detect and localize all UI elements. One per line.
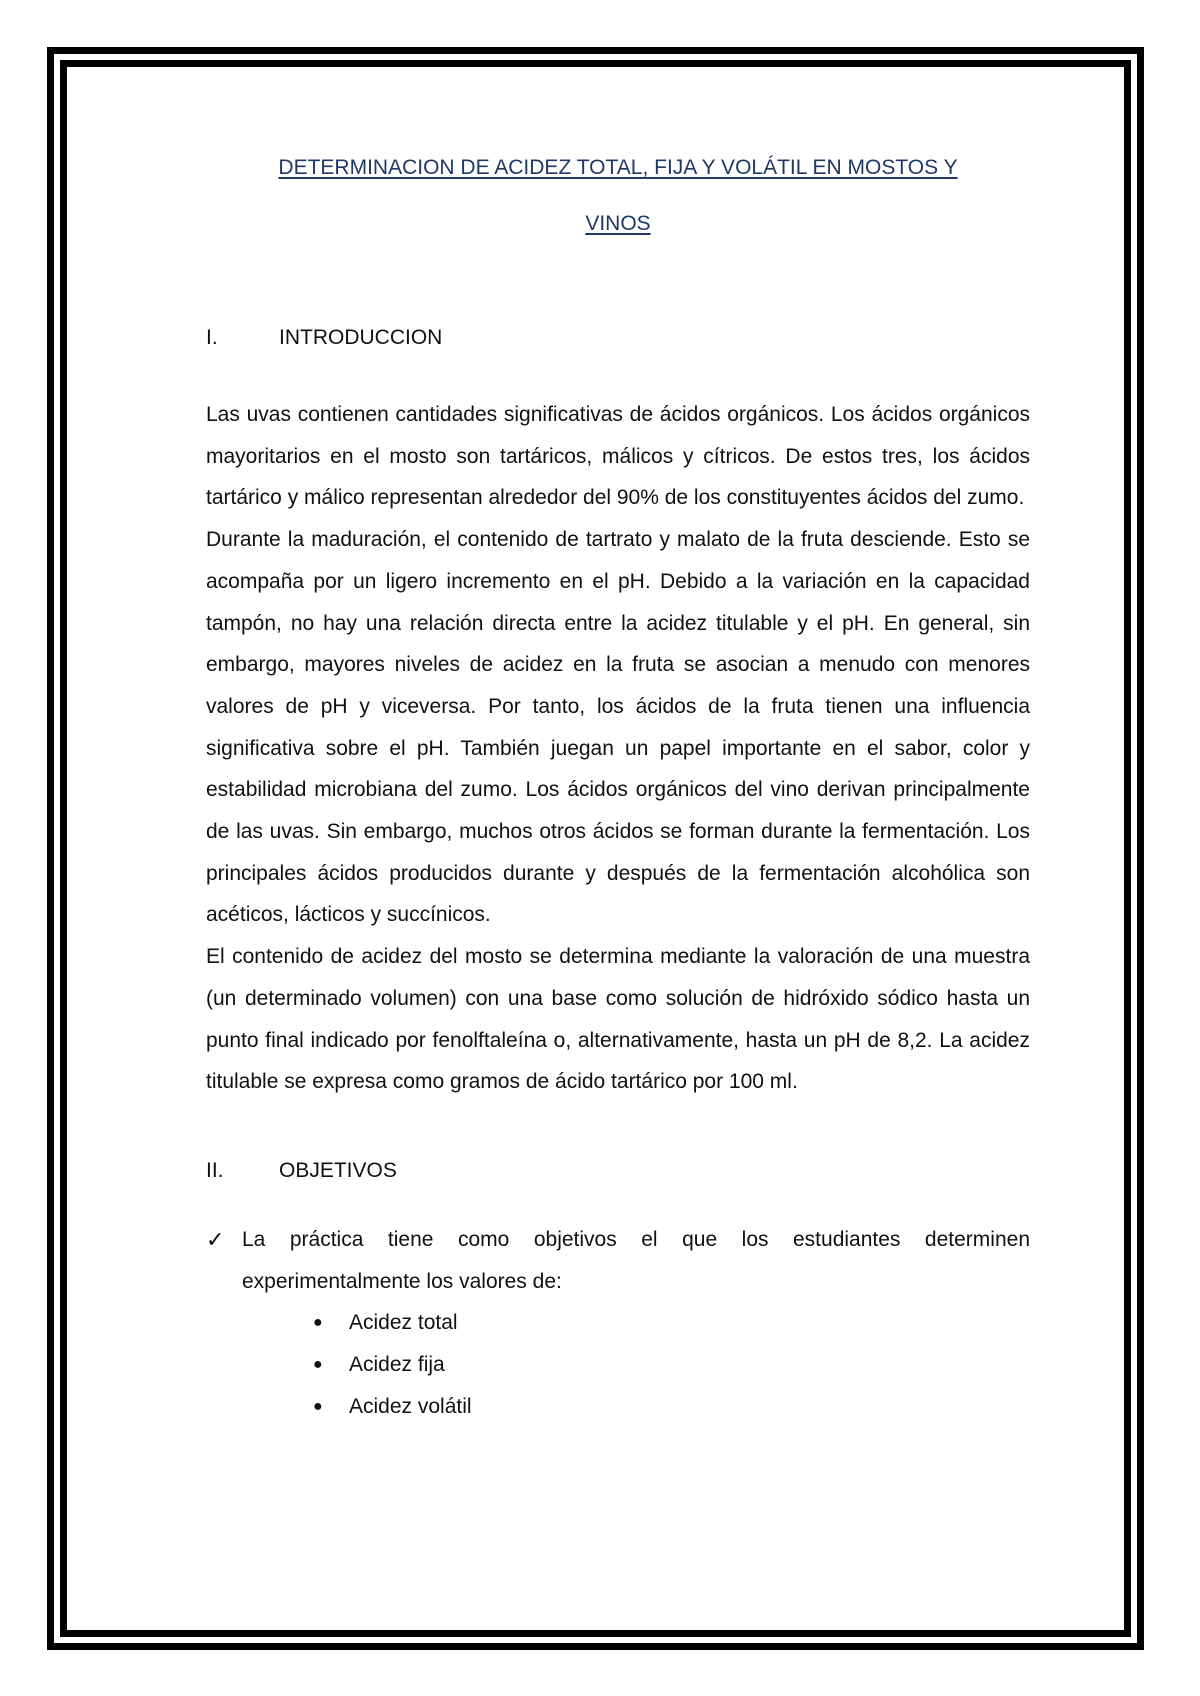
section-number: II. [206,1158,224,1182]
list-item [313,1386,1030,1428]
title-line-1: DETERMINACION DE ACIDEZ TOTAL, FIJA Y VOLÁTIL EN MOSTOS Y [278,156,958,179]
list-item-text: Acidez volátil [349,1394,472,1418]
section-heading-introduccion [206,326,1030,350]
paragraph: Las uvas contienen cantidades significativas de ácidos orgánicos. Los ácidos orgánicos mayoritarios en el mosto son tartáricos, málicos y cítricos. De estos tres, los ácidos tartárico y málico representan alrededor del 90% de los constituyentes ácidos del zumo. [206,403,1030,510]
section-number: I. [206,326,218,349]
paragraph: Durante la maduración, el contenido de tartrato y malato de la fruta desciende. Esto se acompaña por un ligero incremento en el pH. Debido a la variación en la capacidad tampón, no hay una relación directa entre la acidez titulable y el pH. En general, sin embargo, mayores niveles de acidez en la fruta se asocian a menudo con menores valores de pH y viceversa. Por tanto, los ácidos de la fruta tienen una influencia significativa sobre el pH. También juegan un papel importante en el sabor, color y estabilidad microbiana del zumo. Los ácidos orgánicos del vino derivan principalmente de las uvas. Sin embargo, muchos otros ácidos se forman durante la fermentación. Los principales ácidos producidos durante y después de la fermentación alcohólica son acéticos, lácticos y succínicos. [206,528,1030,927]
section-title: OBJETIVOS [279,1158,397,1182]
list-item [313,1302,1030,1344]
page-content [206,140,1030,1427]
objective-text: La práctica tiene como objetivos el que los estudiantes determinen experimentalmente los valores de: [242,1227,1030,1293]
section-title: INTRODUCCION [279,326,443,349]
list-item-text: Acidez fija [349,1353,445,1377]
bullet-icon: ● [313,1397,323,1415]
document-title [206,140,1030,252]
list-item [313,1344,1030,1386]
section-heading-objetivos [206,1159,1030,1183]
checkmark-icon: ✓ [206,1226,225,1252]
bullet-icon: ● [313,1356,323,1374]
objective-item [206,1219,1030,1302]
list-item-text: Acidez total [349,1311,458,1335]
title-line-2: VINOS [585,212,651,235]
bullet-icon: ● [313,1314,323,1332]
objective-bullet-list [206,1302,1030,1427]
paragraph: El contenido de acidez del mosto se determina mediante la valoración de una muestra (un determinado volumen) con una base como solución de hidróxido sódico hasta un punto final indicado por fenolftaleína o, alternativamente, hasta un pH de 8,2. La acidez titulable se expresa como gramos de ácido tartárico por 100 ml. [206,945,1030,1094]
